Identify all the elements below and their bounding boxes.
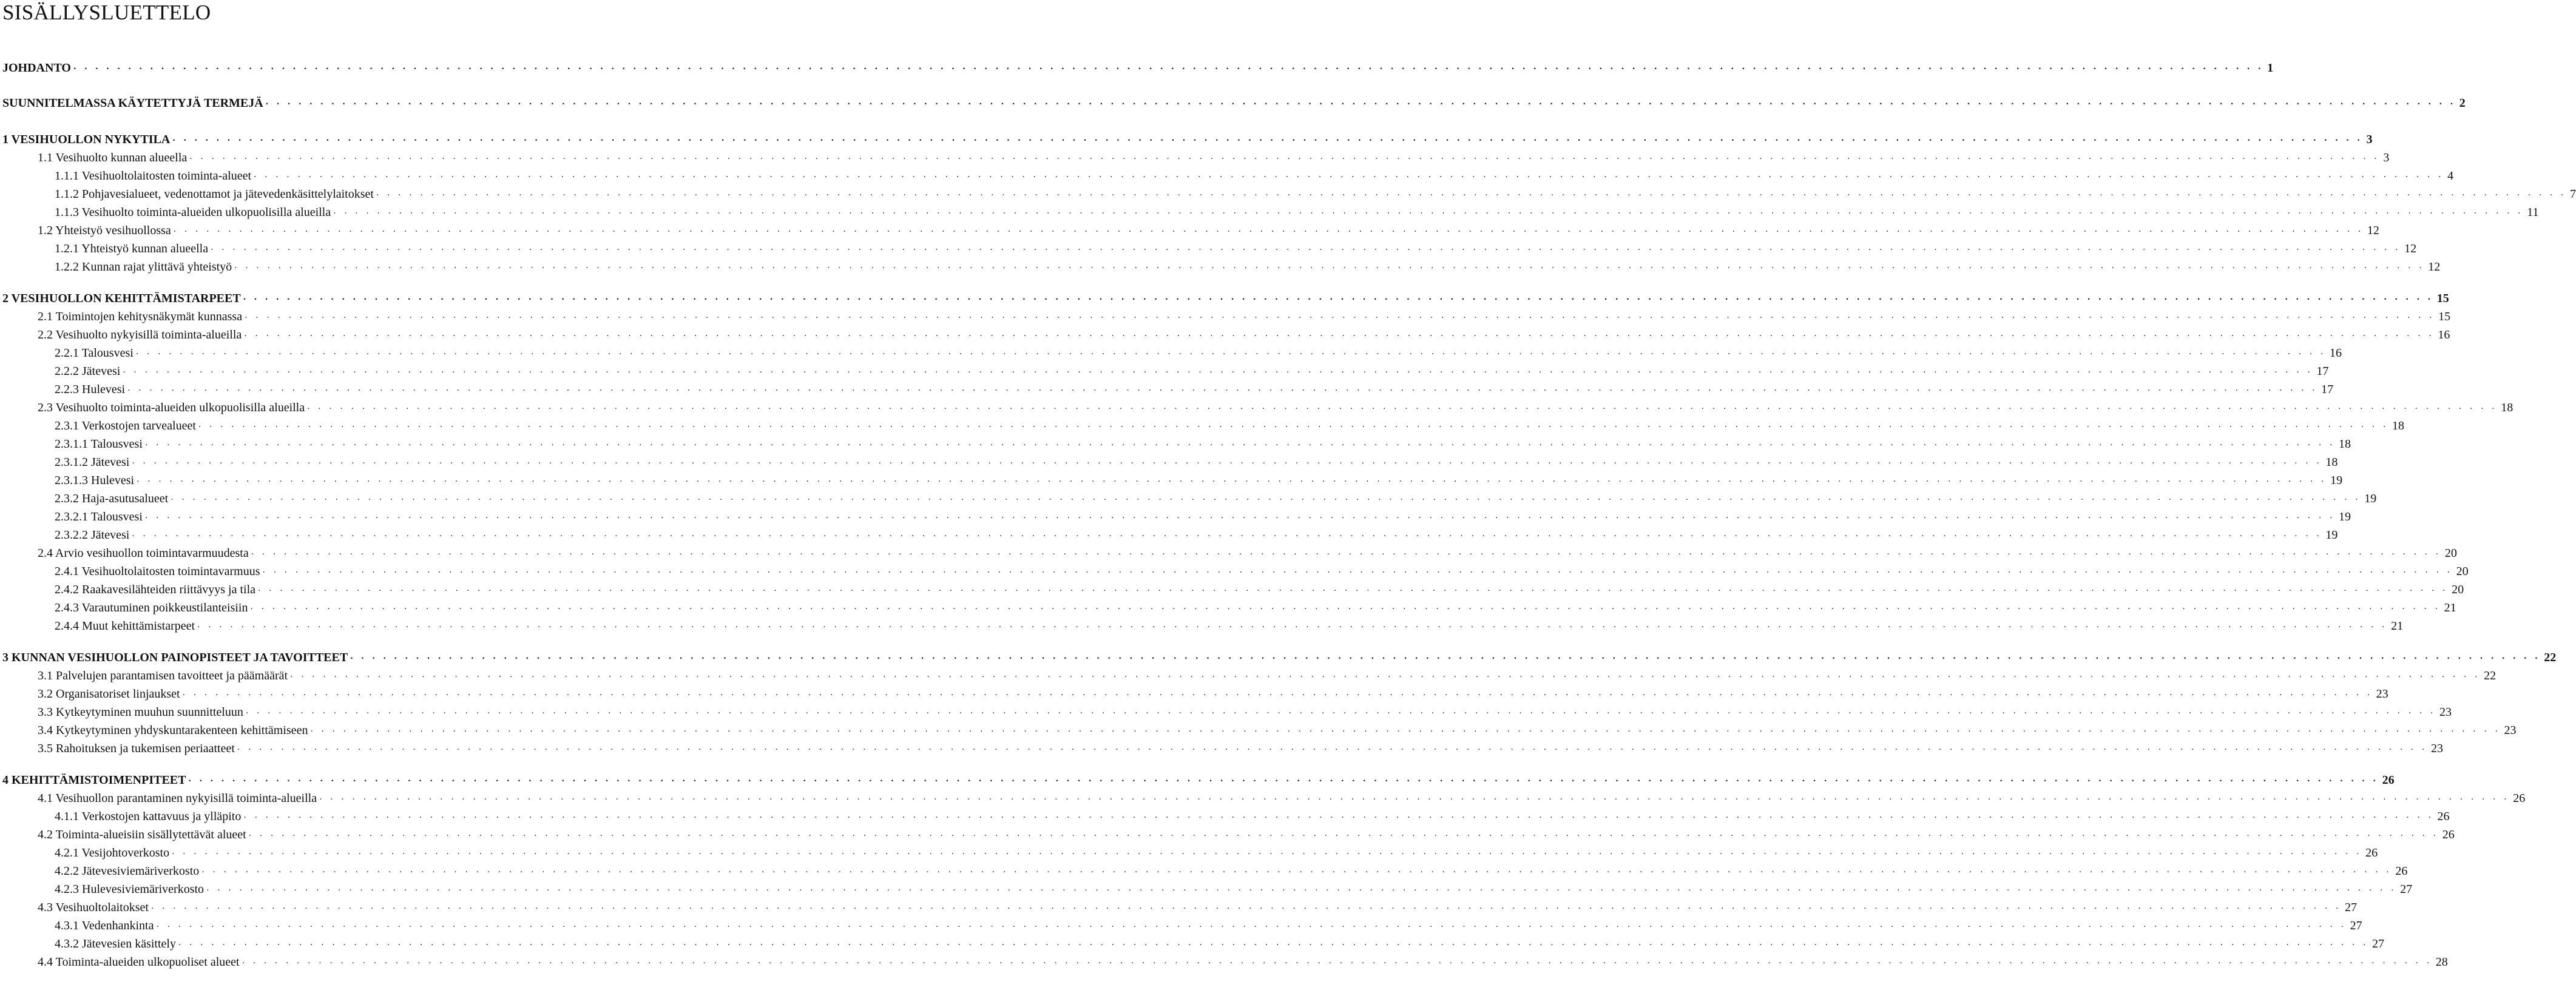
toc-entry-title: 2.4 Arvio vesihuollon toimintavarmuudesta <box>38 547 249 560</box>
toc-entry-title: 4.2.1 Vesijohtoverkosto <box>55 846 170 860</box>
toc-entry[interactable] <box>0 147 2390 166</box>
toc-chapter-entry[interactable] <box>0 770 2395 788</box>
toc-entry-title: 2.3.1 Verkostojen tarvealueet <box>55 419 196 433</box>
toc-dot-leader: . . . . . . . . . . . . . . . . . . . . . . . . . . . . . . . . . . . . . . . . . . . . . . . . . . . . . . . . . . . . . . . . . . . . . . . . . . . . . . . . . . . . . . . . . . . . . . . . . . . . . . . . . . . . . . . . . . . . . . . . . . . . . . . . . . . . . . . . . . . . . . . . . . . . . . . . . . . . . . . . . . . . . . . . . . . . . . . . . . . . . . . . . . . . . . . . . . . . . . . . <box>132 528 2322 539</box>
toc-dot-leader: . . . . . . . . . . . . . . . . . . . . . . . . . . . . . . . . . . . . . . . . . . . . . . . . . . . . . . . . . . . . . . . . . . . . . . . . . . . . . . . . . . . . . . . . . . . . . . . . . . . . . . . . . . . . . . . . . . . . . . . . . . . . . . . . . . . . . . . . . . . . . . . . . . . . . . . . . . . . . . . . . . . . . . . . . . . . . . . . . . . . . . . . . . . . . . . . . . . . . . . . <box>310 724 2501 734</box>
toc-entry[interactable] <box>0 202 2539 220</box>
toc-entry[interactable] <box>0 738 2443 756</box>
toc-chapter-entry[interactable] <box>0 58 2274 76</box>
toc-dot-leader: . . . . . . . . . . . . . . . . . . . . . . . . . . . . . . . . . . . . . . . . . . . . . . . . . . . . . . . . . . . . . . . . . . . . . . . . . . . . . . . . . . . . . . . . . . . . . . . . . . . . . . . . . . . . . . . . . . . . . . . . . . . . . . . . . . . . . . . . . . . . . . . . . . . . . . . . . . . . . . . . . . . . . . . . . . . . . . . . . . . . . . . . . . . . . . . . . . . . . . . . <box>350 651 2541 661</box>
toc-dot-leader: . . . . . . . . . . . . . . . . . . . . . . . . . . . . . . . . . . . . . . . . . . . . . . . . . . . . . . . . . . . . . . . . . . . . . . . . . . . . . . . . . . . . . . . . . . . . . . . . . . . . . . . . . . . . . . . . . . . . . . . . . . . . . . . . . . . . . . . . . . . . . . . . . . . . . . . . . . . . . . . . . . . . . . . . . . . . . . . . . . . . . . . . . . . . . . . . . . . . . . . . <box>251 547 2441 557</box>
toc-entry[interactable] <box>0 238 2417 257</box>
toc-entry-title: 2.2.1 Talousvesi <box>55 346 134 360</box>
toc-entry[interactable] <box>0 343 2342 361</box>
toc-entry-title: 2.3.1.2 Jätevesi <box>55 456 130 469</box>
toc-entry-title: 2.4.3 Varautuminen poikkeustilanteisiin <box>55 601 248 614</box>
toc-entry-title: 1.1 Vesihuolto kunnan alueella <box>38 151 188 164</box>
toc-entry[interactable] <box>0 434 2351 452</box>
toc-entry-title: 4.1.1 Verkostojen kattavuus ja ylläpito <box>55 810 242 823</box>
toc-entry-title: 4.4 Toiminta-alueiden ulkopuoliset alueet <box>38 955 240 969</box>
toc-entry[interactable] <box>0 184 2576 202</box>
toc-entry[interactable] <box>0 879 2413 897</box>
toc-dot-leader: . . . . . . . . . . . . . . . . . . . . . . . . . . . . . . . . . . . . . . . . . . . . . . . . . . . . . . . . . . . . . . . . . . . . . . . . . . . . . . . . . . . . . . . . . . . . . . . . . . . . . . . . . . . . . . . . . . . . . . . . . . . . . . . . . . . . . . . . . . . . . . . . . . . . . . . . . . . . . . . . . . . . . . . . . . . . . . . . . . . . . . . . . . . . . . . . . . . . . . . . <box>254 169 2444 180</box>
toc-entry[interactable] <box>0 561 2469 579</box>
toc-entry-title: 2.4.1 Vesihuoltolaitosten toimintavarmuus <box>55 565 260 578</box>
toc-page-number: 26 <box>2437 810 2450 823</box>
toc-page-number: 3 <box>2383 151 2390 164</box>
toc-dot-leader: . . . . . . . . . . . . . . . . . . . . . . . . . . . . . . . . . . . . . . . . . . . . . . . . . . . . . . . . . . . . . . . . . . . . . . . . . . . . . . . . . . . . . . . . . . . . . . . . . . . . . . . . . . . . . . . . . . . . . . . . . . . . . . . . . . . . . . . . . . . . . . . . . . . . . . . . . . . . . . . . . . . . . . . . . . . . . . . . . . . . . . . . . . . . . . . . . . . . . . . . <box>132 456 2322 466</box>
toc-entry[interactable] <box>0 306 2451 325</box>
toc-entry[interactable] <box>0 452 2338 470</box>
toc-entry[interactable] <box>0 934 2385 952</box>
toc-page-number: 23 <box>2376 687 2388 701</box>
toc-page-number: 19 <box>2330 474 2343 487</box>
toc-page-number: 3 <box>2366 133 2373 146</box>
toc-dot-leader: . . . . . . . . . . . . . . . . . . . . . . . . . . . . . . . . . . . . . . . . . . . . . . . . . . . . . . . . . . . . . . . . . . . . . . . . . . . . . . . . . . . . . . . . . . . . . . . . . . . . . . . . . . . . . . . . . . . . . . . . . . . . . . . . . . . . . . . . . . . . . . . . . . . . . . . . . . . . . . . . . . . . . . . . . . . . . . . . . . . . . . . . . . . . . . . . . . . . . . . . <box>173 224 2364 234</box>
toc-entry-title: SUUNNITELMASSA KÄYTETTYJÄ TERMEJÄ <box>2 96 263 110</box>
toc-entry-title: 2.2.3 Hulevesi <box>55 383 126 396</box>
toc-entry-title: 2 VESIHUOLLON KEHITTÄMISTARPEET <box>2 292 241 305</box>
toc-page-number: 16 <box>2438 328 2450 342</box>
toc-dot-leader: . . . . . . . . . . . . . . . . . . . . . . . . . . . . . . . . . . . . . . . . . . . . . . . . . . . . . . . . . . . . . . . . . . . . . . . . . . . . . . . . . . . . . . . . . . . . . . . . . . . . . . . . . . . . . . . . . . . . . . . . . . . . . . . . . . . . . . . . . . . . . . . . . . . . . . . . . . . . . . . . . . . . . . . . . . . . . . . . . . . . . . . . . . . . . . . . . . . . . . . . <box>150 901 2342 911</box>
toc-page-number: 23 <box>2430 742 2443 755</box>
toc-page-number: 7 <box>2570 187 2576 201</box>
toc-entry-title: 1.2.2 Kunnan rajat ylittävä yhteistyö <box>55 260 232 274</box>
toc-chapter-entry[interactable] <box>0 129 2373 147</box>
toc-page-number: 15 <box>2438 310 2451 323</box>
toc-entry-title: 3.4 Kytkeytyminen yhdyskuntarakenteen kehittämiseen <box>38 724 308 737</box>
toc-dot-leader: . . . . . . . . . . . . . . . . . . . . . . . . . . . . . . . . . . . . . . . . . . . . . . . . . . . . . . . . . . . . . . . . . . . . . . . . . . . . . . . . . . . . . . . . . . . . . . . . . . . . . . . . . . . . . . . . . . . . . . . . . . . . . . . . . . . . . . . . . . . . . . . . . . . . . . . . . . . . . . . . . . . . . . . . . . . . . . . . . . . . . . . . . . . . . . . . . . . . . . . . <box>171 492 2361 502</box>
toc-page-number: 12 <box>2404 242 2417 255</box>
toc-page-number: 23 <box>2504 724 2517 737</box>
toc-page-number: 18 <box>2338 437 2351 451</box>
toc-page-number: 27 <box>2400 883 2413 896</box>
toc-page-number: 17 <box>2321 383 2334 396</box>
toc-entry[interactable] <box>0 665 2497 684</box>
toc-dot-leader: . . . . . . . . . . . . . . . . . . . . . . . . . . . . . . . . . . . . . . . . . . . . . . . . . . . . . . . . . . . . . . . . . . . . . . . . . . . . . . . . . . . . . . . . . . . . . . . . . . . . . . . . . . . . . . . . . . . . . . . . . . . . . . . . . . . . . . . . . . . . . . . . . . . . . . . . . . . . . . . . . . . . . . . . . . . . . . . . . . . . . . . . . . . . . . . . . . . . . . . . <box>245 310 2435 320</box>
toc-dot-leader: . . . . . . . . . . . . . . . . . . . . . . . . . . . . . . . . . . . . . . . . . . . . . . . . . . . . . . . . . . . . . . . . . . . . . . . . . . . . . . . . . . . . . . . . . . . . . . . . . . . . . . . . . . . . . . . . . . . . . . . . . . . . . . . . . . . . . . . . . . . . . . . . . . . . . . . . . . . . . . . . . . . . . . . . . . . . . . . . . . . . . . . . . . . . . . . . . . . . . . . . <box>333 206 2524 216</box>
toc-chapter-entry[interactable] <box>0 288 2449 306</box>
toc-dot-leader: . . . . . . . . . . . . . . . . . . . . . . . . . . . . . . . . . . . . . . . . . . . . . . . . . . . . . . . . . . . . . . . . . . . . . . . . . . . . . . . . . . . . . . . . . . . . . . . . . . . . . . . . . . . . . . . . . . . . . . . . . . . . . . . . . . . . . . . . . . . . . . . . . . . . . . . . . . . . . . . . . . . . . . . . . . . . . . . . . . . . . . . . . . . . . . . . . . . . . . . . <box>243 810 2434 820</box>
toc-entry-title: 2.3.2.2 Jätevesi <box>55 528 130 542</box>
toc-dot-leader: . . . . . . . . . . . . . . . . . . . . . . . . . . . . . . . . . . . . . . . . . . . . . . . . . . . . . . . . . . . . . . . . . . . . . . . . . . . . . . . . . . . . . . . . . . . . . . . . . . . . . . . . . . . . . . . . . . . . . . . . . . . . . . . . . . . . . . . . . . . . . . . . . . . . . . . . . . . . . . . . . . . . . . . . . . . . . . . . . . . . . . . . . . . . . . . . . . . . . . . . <box>135 346 2326 357</box>
toc-entry-title: 1 VESIHUOLLON NYKYTILA <box>2 133 171 146</box>
toc-dot-leader: . . . . . . . . . . . . . . . . . . . . . . . . . . . . . . . . . . . . . . . . . . . . . . . . . . . . . . . . . . . . . . . . . . . . . . . . . . . . . . . . . . . . . . . . . . . . . . . . . . . . . . . . . . . . . . . . . . . . . . . . . . . . . . . . . . . . . . . . . . . . . . . . . . . . . . . . . . . . . . . . . . . . . . . . . . . . . . . . . . . . . . . . . . . . . . . . . . . . . . . . <box>290 669 2481 679</box>
toc-page-number: 16 <box>2329 346 2342 360</box>
toc-page-number: 20 <box>2456 565 2469 578</box>
toc-page-number: 12 <box>2367 224 2379 237</box>
toc-entry[interactable] <box>0 379 2334 397</box>
toc-page-number: 27 <box>2350 919 2362 932</box>
toc-entry[interactable] <box>0 488 2377 507</box>
toc-entry[interactable] <box>0 616 2404 634</box>
toc-entry[interactable] <box>0 806 2450 824</box>
toc-page-number: 20 <box>2444 547 2457 560</box>
toc-entry[interactable] <box>0 397 2513 416</box>
toc-page-number: 28 <box>2435 955 2448 969</box>
toc-page-number: 22 <box>2484 669 2497 682</box>
toc-dot-leader: . . . . . . . . . . . . . . . . . . . . . . . . . . . . . . . . . . . . . . . . . . . . . . . . . . . . . . . . . . . . . . . . . . . . . . . . . . . . . . . . . . . . . . . . . . . . . . . . . . . . . . . . . . . . . . . . . . . . . . . . . . . . . . . . . . . . . . . . . . . . . . . . . . . . . . . . . . . . . . . . . . . . . . . . . . . . . . . . . . . . . . . . . . . . . . . . . . . . . . . . <box>189 151 2380 161</box>
toc-dot-leader: . . . . . . . . . . . . . . . . . . . . . . . . . . . . . . . . . . . . . . . . . . . . . . . . . . . . . . . . . . . . . . . . . . . . . . . . . . . . . . . . . . . . . . . . . . . . . . . . . . . . . . . . . . . . . . . . . . . . . . . . . . . . . . . . . . . . . . . . . . . . . . . . . . . . . . . . . . . . . . . . . . . . . . . . . . . . . . . . . . . . . . . . . . . . . . . . . . . . . . . . <box>250 601 2441 611</box>
toc-page-number: 1 <box>2267 61 2274 75</box>
toc-dot-leader: . . . . . . . . . . . . . . . . . . . . . . . . . . . . . . . . . . . . . . . . . . . . . . . . . . . . . . . . . . . . . . . . . . . . . . . . . . . . . . . . . . . . . . . . . . . . . . . . . . . . . . . . . . . . . . . . . . . . . . . . . . . . . . . . . . . . . . . . . . . . . . . . . . . . . . . . . . . . . . . . . . . . . . . . . . . . . . . . . . . . . . . . . . . . . . . . . . . . . . . . <box>127 383 2318 393</box>
toc-entry[interactable] <box>0 543 2457 561</box>
toc-dot-leader: . . . . . . . . . . . . . . . . . . . . . . . . . . . . . . . . . . . . . . . . . . . . . . . . . . . . . . . . . . . . . . . . . . . . . . . . . . . . . . . . . . . . . . . . . . . . . . . . . . . . . . . . . . . . . . . . . . . . . . . . . . . . . . . . . . . . . . . . . . . . . . . . . . . . . . . . . . . . . . . . . . . . . . . . . . . . . . . . . . . . . . . . . . . . . . . . . . . . . . . . <box>248 828 2439 838</box>
toc-dot-leader: . . . . . . . . . . . . . . . . . . . . . . . . . . . . . . . . . . . . . . . . . . . . . . . . . . . . . . . . . . . . . . . . . . . . . . . . . . . . . . . . . . . . . . . . . . . . . . . . . . . . . . . . . . . . . . . . . . . . . . . . . . . . . . . . . . . . . . . . . . . . . . . . . . . . . . . . . . . . . . . . . . . . . . . . . . . . . . . . . . . . . . . . . . . . . . . . . . . . . . . . <box>73 61 2264 72</box>
toc-dot-leader: . . . . . . . . . . . . . . . . . . . . . . . . . . . . . . . . . . . . . . . . . . . . . . . . . . . . . . . . . . . . . . . . . . . . . . . . . . . . . . . . . . . . . . . . . . . . . . . . . . . . . . . . . . . . . . . . . . . . . . . . . . . . . . . . . . . . . . . . . . . . . . . . . . . . . . . . . . . . . . . . . . . . . . . . . . . . . . . . . . . . . . . . . . . . . . . . . . . . . . . . <box>245 705 2436 716</box>
toc-entry[interactable] <box>0 824 2455 843</box>
toc-entry-title: 2.3.2.1 Talousvesi <box>55 510 143 523</box>
toc-entry[interactable] <box>0 525 2338 543</box>
toc-entry-title: 2.4.4 Muut kehittämistarpeet <box>55 619 195 633</box>
toc-dot-leader: . . . . . . . . . . . . . . . . . . . . . . . . . . . . . . . . . . . . . . . . . . . . . . . . . . . . . . . . . . . . . . . . . . . . . . . . . . . . . . . . . . . . . . . . . . . . . . . . . . . . . . . . . . . . . . . . . . . . . . . . . . . . . . . . . . . . . . . . . . . . . . . . . . . . . . . . . . . . . . . . . . . . . . . . . . . . . . . . . . . . . . . . . . . . . . . . . . . . . . . . <box>197 619 2388 630</box>
toc-entry-title: 1.1.1 Vesihuoltolaitosten toiminta-alueet <box>55 169 252 183</box>
toc-page-number: 21 <box>2444 601 2456 614</box>
toc-entry-title: 4.2 Toiminta-alueisiin sisällytettävät alueet <box>38 828 246 841</box>
toc-entry-title: 3.2 Organisatoriset linjaukset <box>38 687 180 701</box>
toc-dot-leader: . . . . . . . . . . . . . . . . . . . . . . . . . . . . . . . . . . . . . . . . . . . . . . . . . . . . . . . . . . . . . . . . . . . . . . . . . . . . . . . . . . . . . . . . . . . . . . . . . . . . . . . . . . . . . . . . . . . . . . . . . . . . . . . . . . . . . . . . . . . . . . . . . . . . . . . . . . . . . . . . . . . . . . . . . . . . . . . . . . . . . . . . . . . . . . . . . . . . . . . . <box>201 864 2392 875</box>
toc-page-number: 26 <box>2365 846 2378 860</box>
toc-entry-title: 3.1 Palvelujen parantamisen tavoitteet ja päämäärät <box>38 669 288 682</box>
toc-entry[interactable] <box>0 361 2329 379</box>
toc-page-number: 26 <box>2382 773 2395 787</box>
toc-page-number: 15 <box>2436 292 2449 305</box>
toc-dot-leader: . . . . . . . . . . . . . . . . . . . . . . . . . . . . . . . . . . . . . . . . . . . . . . . . . . . . . . . . . . . . . . . . . . . . . . . . . . . . . . . . . . . . . . . . . . . . . . . . . . . . . . . . . . . . . . . . . . . . . . . . . . . . . . . . . . . . . . . . . . . . . . . . . . . . . . . . . . . . . . . . . . . . . . . . . . . . . . . . . . . . . . . . . . . . . . . . . . . . . . . . <box>123 365 2313 375</box>
toc-entry-title: 1.1.2 Pohjavesialueet, vedenottamot ja jätevedenkäsittelylaitokset <box>55 187 374 201</box>
toc-page-number: 19 <box>2338 510 2351 523</box>
toc-dot-leader: . . . . . . . . . . . . . . . . . . . . . . . . . . . . . . . . . . . . . . . . . . . . . . . . . . . . . . . . . . . . . . . . . . . . . . . . . . . . . . . . . . . . . . . . . . . . . . . . . . . . . . . . . . . . . . . . . . . . . . . . . . . . . . . . . . . . . . . . . . . . . . . . . . . . . . . . . . . . . . . . . . . . . . . . . . . . . . . . . . . . . . . . . . . . . . . . . . . . . . . . <box>243 292 2433 302</box>
toc-entry-title: 3 KUNNAN VESIHUOLLON PAINOPISTEET JA TAVOITTEET <box>2 651 348 664</box>
toc-dot-leader: . . . . . . . . . . . . . . . . . . . . . . . . . . . . . . . . . . . . . . . . . . . . . . . . . . . . . . . . . . . . . . . . . . . . . . . . . . . . . . . . . . . . . . . . . . . . . . . . . . . . . . . . . . . . . . . . . . . . . . . . . . . . . . . . . . . . . . . . . . . . . . . . . . . . . . . . . . . . . . . . . . . . . . . . . . . . . . . . . . . . . . . . . . . . . . . . . . . . . . . . <box>244 328 2435 338</box>
toc-entry-title: 4.3.2 Jätevesien käsittely <box>55 937 176 951</box>
toc-entry-title: 2.3.2 Haja-asutusalueet <box>55 492 169 505</box>
toc-entry[interactable] <box>0 861 2408 879</box>
toc-page-number: 2 <box>2459 96 2466 110</box>
toc-dot-leader: . . . . . . . . . . . . . . . . . . . . . . . . . . . . . . . . . . . . . . . . . . . . . . . . . . . . . . . . . . . . . . . . . . . . . . . . . . . . . . . . . . . . . . . . . . . . . . . . . . . . . . . . . . . . . . . . . . . . . . . . . . . . . . . . . . . . . . . . . . . . . . . . . . . . . . . . . . . . . . . . . . . . . . . . . . . . . . . . . . . . . . . . . . . . . . . . . . . . . . . . <box>265 96 2456 107</box>
toc-entry[interactable] <box>0 220 2379 238</box>
toc-page-number: 26 <box>2442 828 2455 841</box>
toc-dot-leader: . . . . . . . . . . . . . . . . . . . . . . . . . . . . . . . . . . . . . . . . . . . . . . . . . . . . . . . . . . . . . . . . . . . . . . . . . . . . . . . . . . . . . . . . . . . . . . . . . . . . . . . . . . . . . . . . . . . . . . . . . . . . . . . . . . . . . . . . . . . . . . . . . . . . . . . . . . . . . . . . . . . . . . . . . . . . . . . . . . . . . . . . . . . . . . . . . . . . . . . . <box>262 565 2453 575</box>
toc-page-number: 19 <box>2325 528 2338 542</box>
toc-page-number: 18 <box>2325 456 2338 469</box>
toc-dot-leader: . . . . . . . . . . . . . . . . . . . . . . . . . . . . . . . . . . . . . . . . . . . . . . . . . . . . . . . . . . . . . . . . . . . . . . . . . . . . . . . . . . . . . . . . . . . . . . . . . . . . . . . . . . . . . . . . . . . . . . . . . . . . . . . . . . . . . . . . . . . . . . . . . . . . . . . . . . . . . . . . . . . . . . . . . . . . . . . . . . . . . . . . . . . . . . . . . . . . . . . . <box>172 133 2363 143</box>
toc-page-number: 12 <box>2428 260 2441 274</box>
toc-entry-title: 4.2.2 Jätevesiviemäriverkosto <box>55 864 200 878</box>
toc-entry-title: 1.2 Yhteistyö vesihuollossa <box>38 224 171 237</box>
toc-entry[interactable] <box>0 166 2454 184</box>
toc-entry[interactable] <box>0 788 2526 806</box>
toc-dot-leader: . . . . . . . . . . . . . . . . . . . . . . . . . . . . . . . . . . . . . . . . . . . . . . . . . . . . . . . . . . . . . . . . . . . . . . . . . . . . . . . . . . . . . . . . . . . . . . . . . . . . . . . . . . . . . . . . . . . . . . . . . . . . . . . . . . . . . . . . . . . . . . . . . . . . . . . . . . . . . . . . . . . . . . . . . . . . . . . . . . . . . . . . . . . . . . . . . . . . . . . . <box>376 187 2567 198</box>
toc-dot-leader: . . . . . . . . . . . . . . . . . . . . . . . . . . . . . . . . . . . . . . . . . . . . . . . . . . . . . . . . . . . . . . . . . . . . . . . . . . . . . . . . . . . . . . . . . . . . . . . . . . . . . . . . . . . . . . . . . . . . . . . . . . . . . . . . . . . . . . . . . . . . . . . . . . . . . . . . . . . . . . . . . . . . . . . . . . . . . . . . . . . . . . . . . . . . . . . . . . . . . . . . <box>172 846 2362 857</box>
toc-page-number: 18 <box>2501 401 2513 414</box>
toc-page-number: 20 <box>2452 583 2464 596</box>
toc-entry-title: 4.2.3 Hulevesiviemäriverkosto <box>55 883 205 896</box>
toc-chapter-entry[interactable] <box>0 93 2466 111</box>
toc-page-number: 26 <box>2395 864 2408 878</box>
toc-entry-title: JOHDANTO <box>2 61 71 75</box>
toc-page-number: 18 <box>2392 419 2404 433</box>
toc-entry[interactable] <box>0 720 2517 738</box>
toc-entry[interactable] <box>0 843 2378 861</box>
toc-entry[interactable] <box>0 416 2404 434</box>
toc-entry[interactable] <box>0 257 2441 275</box>
toc-dot-leader: . . . . . . . . . . . . . . . . . . . . . . . . . . . . . . . . . . . . . . . . . . . . . . . . . . . . . . . . . . . . . . . . . . . . . . . . . . . . . . . . . . . . . . . . . . . . . . . . . . . . . . . . . . . . . . . . . . . . . . . . . . . . . . . . . . . . . . . . . . . . . . . . . . . . . . . . . . . . . . . . . . . . . . . . . . . . . . . . . . . . . . . . . . . . . . . . . . . . . . . . <box>258 583 2449 593</box>
toc-page-number: 27 <box>2372 937 2385 951</box>
toc-dot-leader: . . . . . . . . . . . . . . . . . . . . . . . . . . . . . . . . . . . . . . . . . . . . . . . . . . . . . . . . . . . . . . . . . . . . . . . . . . . . . . . . . . . . . . . . . . . . . . . . . . . . . . . . . . . . . . . . . . . . . . . . . . . . . . . . . . . . . . . . . . . . . . . . . . . . . . . . . . . . . . . . . . . . . . . . . . . . . . . . . . . . . . . . . . . . . . . . . . . . . . . . <box>234 260 2425 271</box>
toc-entry[interactable] <box>0 952 2448 970</box>
toc-entry-title: 4 KEHITTÄMISTOIMENPITEET <box>2 773 186 787</box>
toc-entry[interactable] <box>0 915 2362 934</box>
toc-entry-title: 2.2 Vesihuolto nykyisillä toiminta-alueilla <box>38 328 242 342</box>
toc-entry-title: 2.3.1.3 Hulevesi <box>55 474 135 487</box>
toc-dot-leader: . . . . . . . . . . . . . . . . . . . . . . . . . . . . . . . . . . . . . . . . . . . . . . . . . . . . . . . . . . . . . . . . . . . . . . . . . . . . . . . . . . . . . . . . . . . . . . . . . . . . . . . . . . . . . . . . . . . . . . . . . . . . . . . . . . . . . . . . . . . . . . . . . . . . . . . . . . . . . . . . . . . . . . . . . . . . . . . . . . . . . . . . . . . . . . . . . . . . . . . . <box>156 919 2347 929</box>
toc-page-number: 17 <box>2316 365 2329 378</box>
toc-entry[interactable] <box>0 897 2358 915</box>
toc-entry-title: 2.3 Vesihuolto toiminta-alueiden ulkopuolisilla alueilla <box>38 401 305 414</box>
toc-dot-leader: . . . . . . . . . . . . . . . . . . . . . . . . . . . . . . . . . . . . . . . . . . . . . . . . . . . . . . . . . . . . . . . . . . . . . . . . . . . . . . . . . . . . . . . . . . . . . . . . . . . . . . . . . . . . . . . . . . . . . . . . . . . . . . . . . . . . . . . . . . . . . . . . . . . . . . . . . . . . . . . . . . . . . . . . . . . . . . . . . . . . . . . . . . . . . . . . . . . . . . . . <box>198 419 2388 429</box>
toc-entry[interactable] <box>0 597 2456 616</box>
toc-entry-title: 1.2.1 Yhteistyö kunnan alueella <box>55 242 209 255</box>
toc-page-number: 19 <box>2364 492 2377 505</box>
toc-dot-leader: . . . . . . . . . . . . . . . . . . . . . . . . . . . . . . . . . . . . . . . . . . . . . . . . . . . . . . . . . . . . . . . . . . . . . . . . . . . . . . . . . . . . . . . . . . . . . . . . . . . . . . . . . . . . . . . . . . . . . . . . . . . . . . . . . . . . . . . . . . . . . . . . . . . . . . . . . . . . . . . . . . . . . . . . . . . . . . . . . . . . . . . . . . . . . . . . . . . . . . . . <box>144 510 2335 520</box>
toc-entry-title: 4.3.1 Vedenhankinta <box>55 919 154 932</box>
toc-entry-title: 2.4.2 Raakavesilähteiden riittävyys ja tila <box>55 583 256 596</box>
toc-dot-leader: . . . . . . . . . . . . . . . . . . . . . . . . . . . . . . . . . . . . . . . . . . . . . . . . . . . . . . . . . . . . . . . . . . . . . . . . . . . . . . . . . . . . . . . . . . . . . . . . . . . . . . . . . . . . . . . . . . . . . . . . . . . . . . . . . . . . . . . . . . . . . . . . . . . . . . . . . . . . . . . . . . . . . . . . . . . . . . . . . . . . . . . . . . . . . . . . . . . . . . . . <box>178 937 2369 948</box>
toc-entry-title: 2.2.2 Jätevesi <box>55 365 121 378</box>
toc-entry[interactable] <box>0 470 2343 488</box>
toc-dot-leader: . . . . . . . . . . . . . . . . . . . . . . . . . . . . . . . . . . . . . . . . . . . . . . . . . . . . . . . . . . . . . . . . . . . . . . . . . . . . . . . . . . . . . . . . . . . . . . . . . . . . . . . . . . . . . . . . . . . . . . . . . . . . . . . . . . . . . . . . . . . . . . . . . . . . . . . . . . . . . . . . . . . . . . . . . . . . . . . . . . . . . . . . . . . . . . . . . . . . . . . . <box>307 401 2498 411</box>
toc-page-number: 21 <box>2391 619 2404 633</box>
toc-entry-title: 2.3.1.1 Talousvesi <box>55 437 143 451</box>
toc-dot-leader: . . . . . . . . . . . . . . . . . . . . . . . . . . . . . . . . . . . . . . . . . . . . . . . . . . . . . . . . . . . . . . . . . . . . . . . . . . . . . . . . . . . . . . . . . . . . . . . . . . . . . . . . . . . . . . . . . . . . . . . . . . . . . . . . . . . . . . . . . . . . . . . . . . . . . . . . . . . . . . . . . . . . . . . . . . . . . . . . . . . . . . . . . . . . . . . . . . . . . . . . <box>206 883 2397 893</box>
toc-entry[interactable] <box>0 507 2351 525</box>
toc-dot-leader: . . . . . . . . . . . . . . . . . . . . . . . . . . . . . . . . . . . . . . . . . . . . . . . . . . . . . . . . . . . . . . . . . . . . . . . . . . . . . . . . . . . . . . . . . . . . . . . . . . . . . . . . . . . . . . . . . . . . . . . . . . . . . . . . . . . . . . . . . . . . . . . . . . . . . . . . . . . . . . . . . . . . . . . . . . . . . . . . . . . . . . . . . . . . . . . . . . . . . . . . <box>211 242 2401 252</box>
toc-entry-title: 3.5 Rahoituksen ja tukemisen periaatteet <box>38 742 235 755</box>
toc-dot-leader: . . . . . . . . . . . . . . . . . . . . . . . . . . . . . . . . . . . . . . . . . . . . . . . . . . . . . . . . . . . . . . . . . . . . . . . . . . . . . . . . . . . . . . . . . . . . . . . . . . . . . . . . . . . . . . . . . . . . . . . . . . . . . . . . . . . . . . . . . . . . . . . . . . . . . . . . . . . . . . . . . . . . . . . . . . . . . . . . . . . . . . . . . . . . . . . . . . . . . . . . <box>182 687 2373 698</box>
toc-entry[interactable] <box>0 325 2450 343</box>
toc-entry[interactable] <box>0 684 2388 702</box>
toc-page-number: 11 <box>2527 206 2539 219</box>
toc-dot-leader: . . . . . . . . . . . . . . . . . . . . . . . . . . . . . . . . . . . . . . . . . . . . . . . . . . . . . . . . . . . . . . . . . . . . . . . . . . . . . . . . . . . . . . . . . . . . . . . . . . . . . . . . . . . . . . . . . . . . . . . . . . . . . . . . . . . . . . . . . . . . . . . . . . . . . . . . . . . . . . . . . . . . . . . . . . . . . . . . . . . . . . . . . . . . . . . . . . . . . . . . <box>319 792 2510 802</box>
toc-dot-leader: . . . . . . . . . . . . . . . . . . . . . . . . . . . . . . . . . . . . . . . . . . . . . . . . . . . . . . . . . . . . . . . . . . . . . . . . . . . . . . . . . . . . . . . . . . . . . . . . . . . . . . . . . . . . . . . . . . . . . . . . . . . . . . . . . . . . . . . . . . . . . . . . . . . . . . . . . . . . . . . . . . . . . . . . . . . . . . . . . . . . . . . . . . . . . . . . . . . . . . . . <box>188 773 2379 784</box>
toc-dot-leader: . . . . . . . . . . . . . . . . . . . . . . . . . . . . . . . . . . . . . . . . . . . . . . . . . . . . . . . . . . . . . . . . . . . . . . . . . . . . . . . . . . . . . . . . . . . . . . . . . . . . . . . . . . . . . . . . . . . . . . . . . . . . . . . . . . . . . . . . . . . . . . . . . . . . . . . . . . . . . . . . . . . . . . . . . . . . . . . . . . . . . . . . . . . . . . . . . . . . . . . . <box>237 742 2427 752</box>
toc-entry-title: 4.3 Vesihuoltolaitokset <box>38 901 149 914</box>
toc-entry-title: 3.3 Kytkeytyminen muuhun suunnitteluun <box>38 705 243 719</box>
toc-entry[interactable] <box>0 579 2464 597</box>
toc-dot-leader: . . . . . . . . . . . . . . . . . . . . . . . . . . . . . . . . . . . . . . . . . . . . . . . . . . . . . . . . . . . . . . . . . . . . . . . . . . . . . . . . . . . . . . . . . . . . . . . . . . . . . . . . . . . . . . . . . . . . . . . . . . . . . . . . . . . . . . . . . . . . . . . . . . . . . . . . . . . . . . . . . . . . . . . . . . . . . . . . . . . . . . . . . . . . . . . . . . . . . . . . <box>144 437 2335 448</box>
toc-dot-leader: . . . . . . . . . . . . . . . . . . . . . . . . . . . . . . . . . . . . . . . . . . . . . . . . . . . . . . . . . . . . . . . . . . . . . . . . . . . . . . . . . . . . . . . . . . . . . . . . . . . . . . . . . . . . . . . . . . . . . . . . . . . . . . . . . . . . . . . . . . . . . . . . . . . . . . . . . . . . . . . . . . . . . . . . . . . . . . . . . . . . . . . . . . . . . . . . . . . . . . . . <box>137 474 2327 484</box>
toc-entry-title: 1.1.3 Vesihuolto toiminta-alueiden ulkopuolisilla alueilla <box>55 206 331 219</box>
toc-entry-title: 4.1 Vesihuollon parantaminen nykyisillä toiminta-alueilla <box>38 792 317 805</box>
toc-page-number: 26 <box>2513 792 2526 805</box>
toc-chapter-entry[interactable] <box>0 647 2557 665</box>
toc-page-number: 22 <box>2544 651 2557 664</box>
page-title: SISÄLLYSLUETTELO <box>2 1 211 24</box>
toc-entry[interactable] <box>0 702 2452 720</box>
toc-page-number: 23 <box>2439 705 2452 719</box>
toc-dot-leader: . . . . . . . . . . . . . . . . . . . . . . . . . . . . . . . . . . . . . . . . . . . . . . . . . . . . . . . . . . . . . . . . . . . . . . . . . . . . . . . . . . . . . . . . . . . . . . . . . . . . . . . . . . . . . . . . . . . . . . . . . . . . . . . . . . . . . . . . . . . . . . . . . . . . . . . . . . . . . . . . . . . . . . . . . . . . . . . . . . . . . . . . . . . . . . . . . . . . . . . . <box>242 955 2432 966</box>
toc-entry-title: 2.1 Toimintojen kehitysnäkymät kunnassa <box>38 310 243 323</box>
toc-page-number: 27 <box>2345 901 2358 914</box>
toc-page-number: 4 <box>2447 169 2454 183</box>
